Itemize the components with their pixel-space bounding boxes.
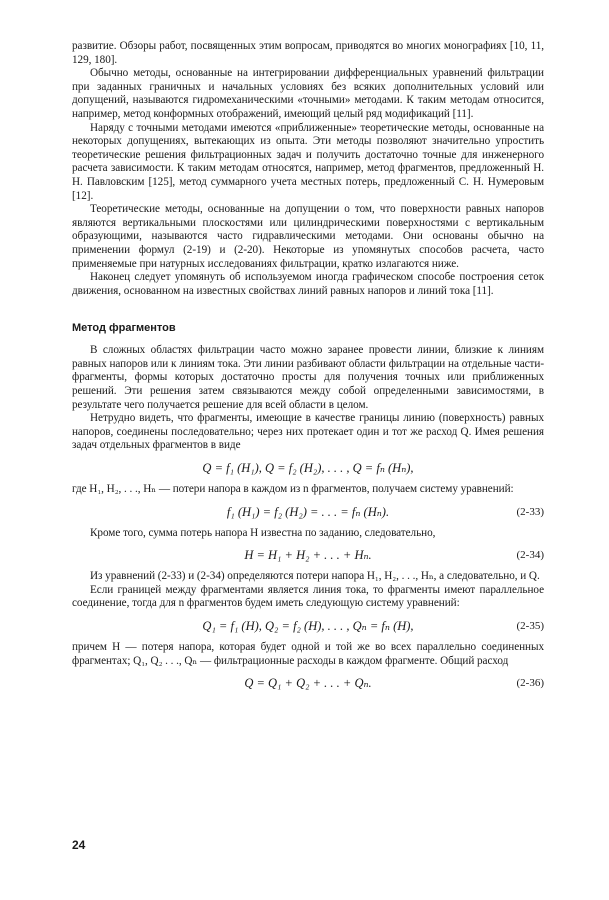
paragraph: причем H — потеря напора, которая будет одной и той же во всех параллельно соединенных фрагментах; Q₁, Q₂ . . ., Qₙ — фильтрационные расходы в каждом фрагменте. Общий расход <box>72 641 544 667</box>
equation-formula: Q = Q₁ + Q₂ + . . . + Qₙ. <box>244 676 372 691</box>
equation-fragments <box>72 459 544 477</box>
paragraph: Если границей между фрагментами является линия тока, то фрагменты имеют параллельное соединение, тогда для n фрагментов будем иметь следующую систему уравнений: <box>72 583 544 610</box>
paragraph: Наконец следует упомянуть об используемом иногда графическом способе построения сеток движения, основанном на известных свойствах линий равных напоров и линий тока [11]. <box>72 271 544 297</box>
equation-number: (2-35) <box>516 620 544 632</box>
equation-formula: Q₁ = f₁ (H), Q₂ = f₂ (H), . . . , Qₙ = fₙ (H), <box>202 619 414 633</box>
page-number: 24 <box>72 838 86 852</box>
equation-formula: Q = f₁ (H₁), Q = f₂ (H₂), . . . , Q = fₙ (Hₙ), <box>202 461 414 476</box>
paragraph: Обычно методы, основанные на интегрировании дифференциальных уравнений фильтрации при заданных граничных и начальных условиях без всяких дополнительных условий или допущений, называются гидромеханическими «точными» методами. К таким методам относится, например, метод конформных отображений, имеющий целый ряд модификаций [11]. <box>72 67 544 120</box>
paragraph: Из уравнений (2-33) и (2-34) определяются потери напора H₁, H₂, . . ., Hₙ, а следовательно, и Q. <box>90 570 540 583</box>
equation-number: (2-33) <box>516 505 544 518</box>
paragraph: Наряду с точными методами имеются «приближенные» теоретические методы, основанные на некоторых допущениях, вытекающих из опыта. Эти методы позволяют значительно упростить теоретические решения фильтрационных задач и получить достаточно точные для инженерного расчета зависимости. К таким методам относятся, например, метод фрагментов, предложенный Н. Н. Павловским [125], метод суммарного учета местных потерь, предложенный С. Н. Нумеровым [12]. <box>72 121 544 202</box>
paragraph: Нетрудно видеть, что фрагменты, имеющие в качестве границы линию (поверхность) равных напоров, соединены последовательно; через них протекает один и тот же расход Q. Имея решения задач отдельных фрагментов в виде <box>72 412 544 452</box>
equation-number: (2-36) <box>516 677 544 690</box>
equation-formula: f₁ (H₁) = f₂ (H₂) = . . . = fₙ (Hₙ). <box>226 504 390 519</box>
equation-2-35 <box>72 617 544 635</box>
equation-formula: H = H₁ + H₂ + . . . + Hₙ. <box>244 548 372 563</box>
equation-2-33 <box>72 503 544 521</box>
page-body <box>72 40 544 698</box>
paragraph: Кроме того, сумма потерь напора H известна по заданию, следовательно, <box>90 526 436 539</box>
paragraph: В сложных областях фильтрации часто можно заранее провести линии, близкие к линиям равных напоров или к линиям тока. Эти линии разбивают области фильтрации на отдельные части-фрагменты, формы которых достаточно просты для получения точных или приближенных решений. Эти решения затем связываются между собой определенными зависимостями, в результате чего получается решение для всей области в целом. <box>72 344 544 411</box>
section-heading: Метод фрагментов <box>72 322 176 335</box>
paragraph: развитие. Обзоры работ, посвященных этим вопросам, приводятся во многих монографиях [10, 11, 129, 180]. <box>72 40 544 66</box>
equation-2-34 <box>72 546 544 564</box>
paragraph: где H₁, H₂, . . ., Hₙ — потери напора в каждом из n фрагментов, получаем систему уравнений: <box>72 483 514 496</box>
equation-2-36 <box>72 674 544 692</box>
paragraph: Теоретические методы, основанные на допущении о том, что поверхности равных напоров являются вертикальными плоскостями или цилиндрическими поверхностями с вертикальным образующими, называются часто гидравлическими методами. Они основаны обычно на применении формул (2-19) и (2-20). Некоторые из упомянутых способов расчета, часто применяемые при натурных исследованиях фильтрации, кратко излагаются ниже. <box>72 203 544 270</box>
equation-number: (2-34) <box>516 549 544 562</box>
